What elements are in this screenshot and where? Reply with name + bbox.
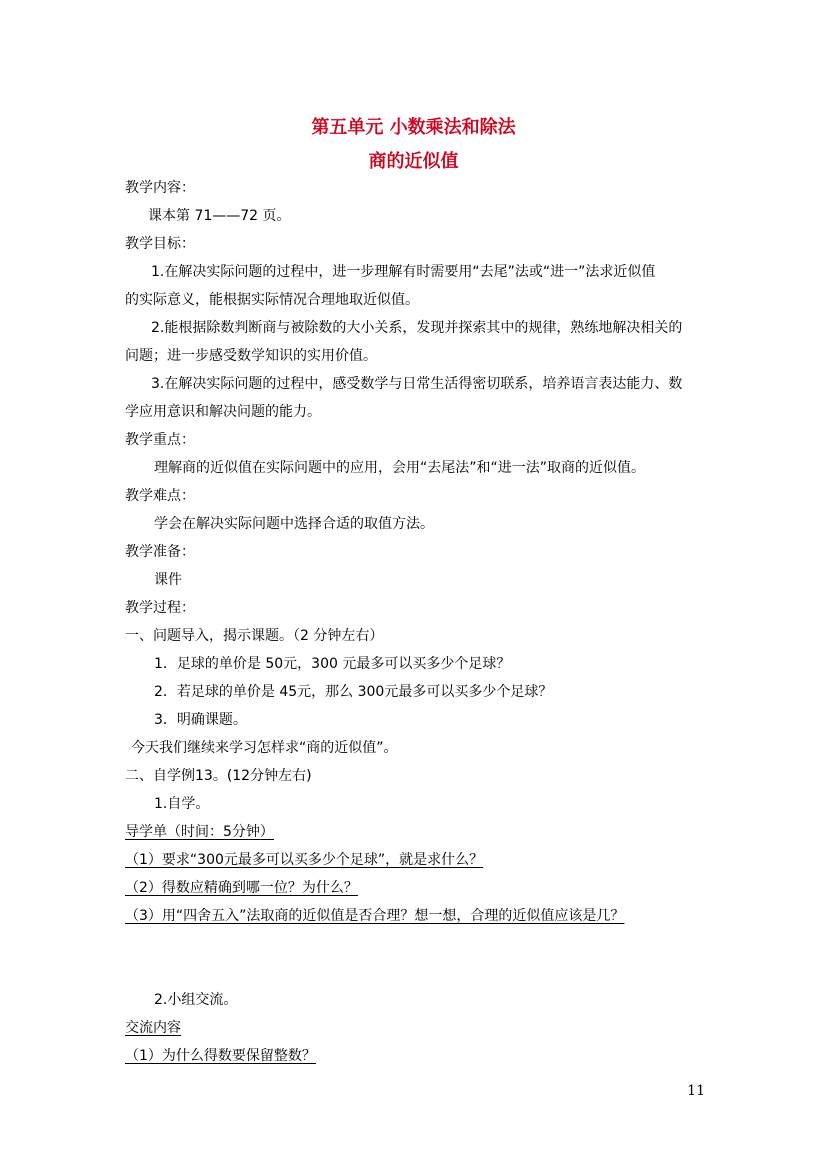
paragraph-line: 学应用意识和解决问题的能力。 — [125, 404, 321, 420]
paragraph-line: 2.小组交流。 — [154, 992, 238, 1008]
section-heading: 教学重点： — [125, 432, 195, 448]
worksheet-question: （1）要求“300元最多可以买多少个足球”，就是求什么？ — [125, 852, 484, 868]
section-heading: 教学内容： — [125, 180, 195, 196]
paragraph-line: 1.自学。 — [154, 796, 210, 812]
paragraph-line: 课本第 71——72 页。 — [148, 208, 291, 224]
unit-title: 第五单元 小数乘法和除法 — [311, 117, 516, 138]
paragraph-line: 理解商的近似值在实际问题中的应用，会用“去尾法”和“进一法”取商的近似值。 — [154, 460, 646, 476]
discussion-question: （1）为什么得数要保留整数？ — [125, 1048, 316, 1064]
discussion-heading: 交流内容 — [125, 1020, 181, 1036]
page-number: 11 — [687, 1083, 705, 1099]
paragraph-line: 2.能根据除数判断商与被除数的大小关系，发现并探索其中的规律，熟练地解决相关的 — [151, 320, 683, 336]
paragraph-line: 的实际意义，能根据实际情况合理地取近似值。 — [125, 292, 419, 308]
section-heading: 二、自学例13。(12分钟左右) — [125, 768, 312, 784]
worksheet-question: （2）得数应精确到哪一位？为什么？ — [125, 880, 358, 896]
section-heading: 教学过程： — [125, 600, 195, 616]
paragraph-line: 3.在解决实际问题的过程中，感受数学与日常生活得密切联系，培养语言表达能力、数 — [151, 376, 683, 392]
section-heading: 一、问题导入，揭示课题。（2 分钟左右） — [125, 628, 384, 644]
lesson-title: 商的近似值 — [368, 151, 459, 172]
paragraph-line: 学会在解决实际问题中选择合适的取值方法。 — [154, 516, 434, 532]
section-heading: 教学难点： — [125, 488, 195, 504]
paragraph-line: 课件 — [154, 572, 182, 588]
paragraph-line: 1.在解决实际问题的过程中，进一步理解有时需要用“去尾”法或“进一”法求近似值 — [151, 264, 656, 280]
paragraph-line: 1．足球的单价是 50元，300 元最多可以买多少个足球？ — [154, 656, 511, 672]
section-heading: 教学目标： — [125, 236, 195, 252]
paragraph-line: 问题；进一步感受数学知识的实用价值。 — [125, 348, 377, 364]
paragraph-line: 2．若足球的单价是 45元，那么 300元最多可以买多少个足球？ — [154, 684, 553, 700]
paragraph-line: 今天我们继续来学习怎样求“商的近似值”。 — [131, 740, 398, 756]
paragraph-line: 3．明确课题。 — [154, 712, 247, 728]
section-heading: 教学准备： — [125, 544, 195, 560]
worksheet-heading: 导学单（时间：5分钟） — [125, 824, 274, 840]
worksheet-question: （3）用“四舍五入”法取商的近似值是否合理？想一想，合理的近似值应该是几？ — [125, 908, 625, 924]
